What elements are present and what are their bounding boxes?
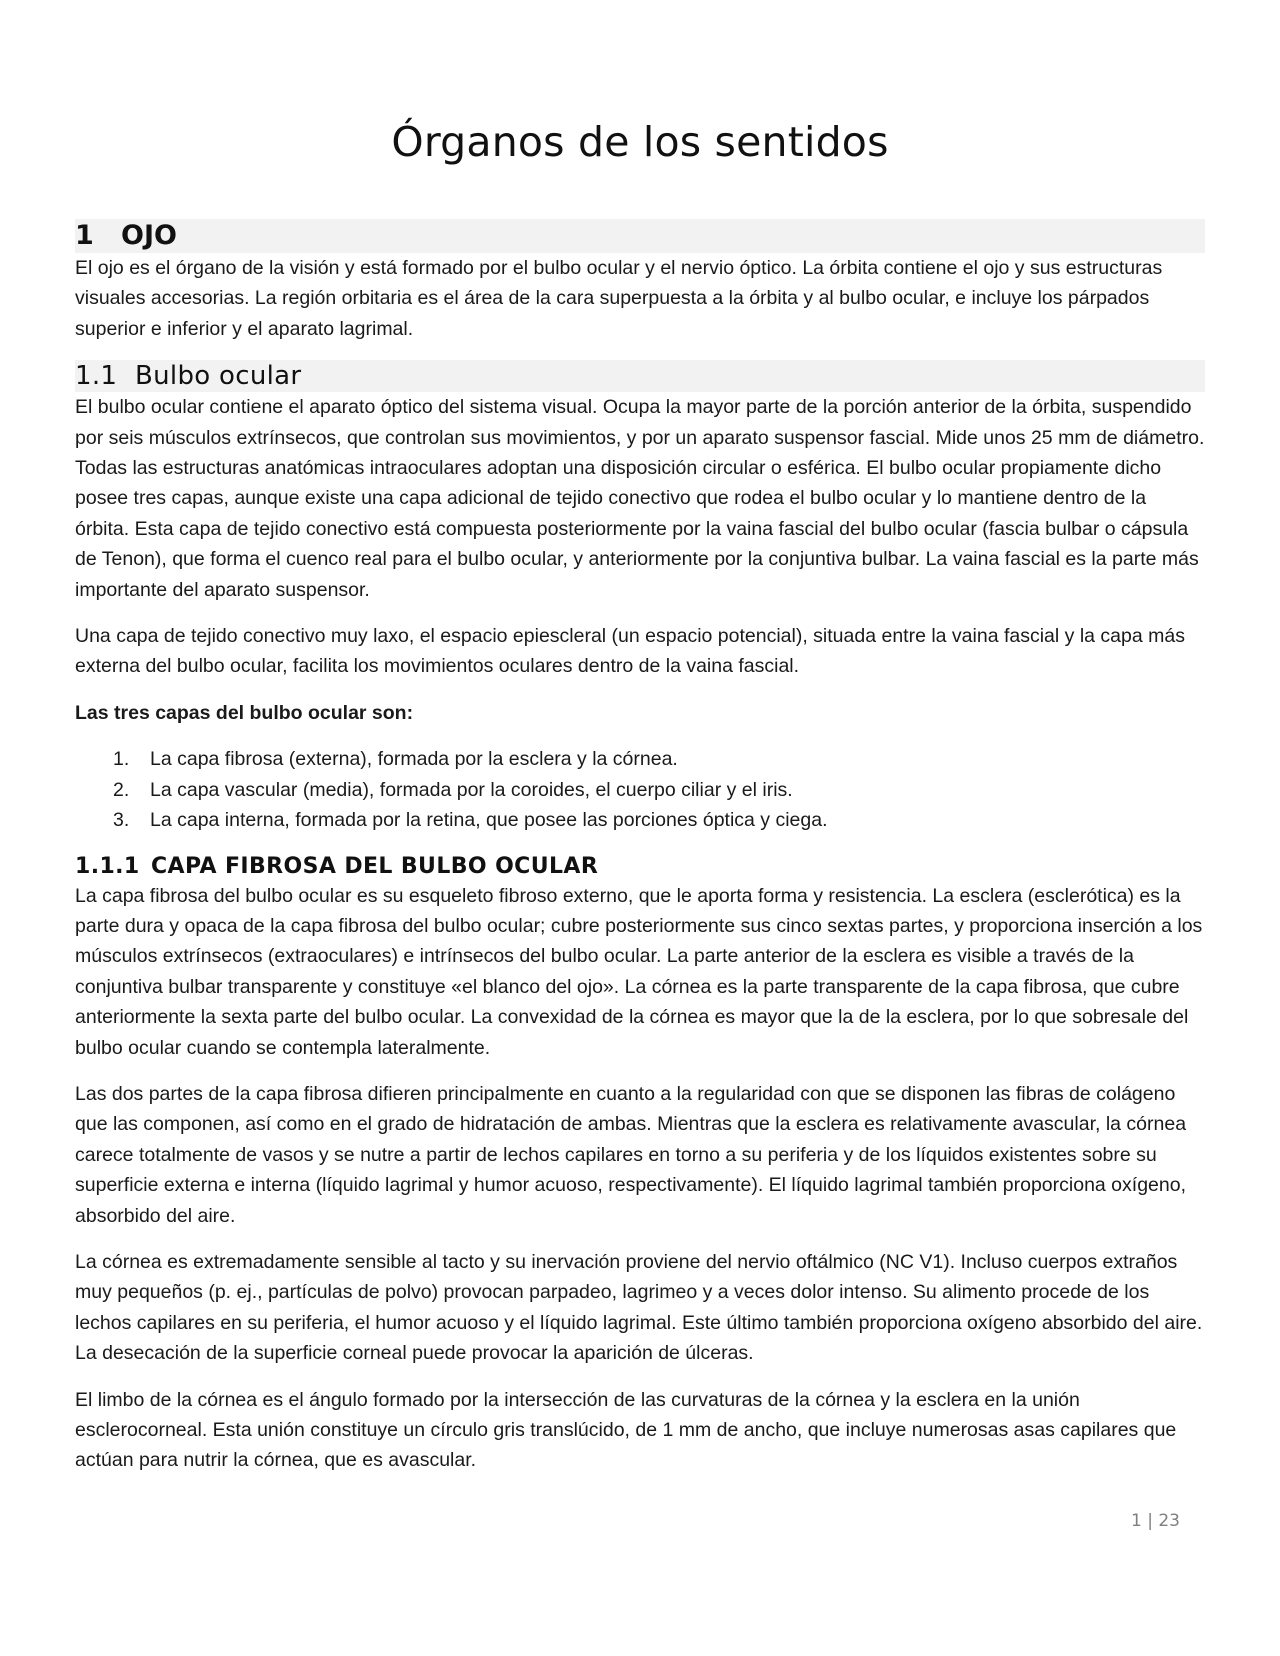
paragraph-ojo-intro: El ojo es el órgano de la visión y está formado por el bulbo ocular y el nervio óptico. La órbita contiene el ojo y sus estructuras visuales accesorias. La región orbitaria es el área de la cara superpuesta a la órbita y al bulbo ocular, e incluye los párpados superior e inferior y el aparato lagrimal. bbox=[75, 257, 1163, 340]
paragraph-bulbo-ocular-1: El bulbo ocular contiene el aparato óptico del sistema visual. Ocupa la mayor parte de la porción anterior de la órbita, suspendido por seis músculos extrínsecos, que controlan sus movimientos, y por un aparato suspensor fascial. Mide unos 25 mm de diámetro. Todas las estructuras anatómicas intraoculares adoptan una disposición circular o esférica. El bulbo ocular propiamente dicho posee tres capas, aunque existe una capa adicional de tejido conectivo que rodea el bulbo ocular y lo mantiene dentro de la órbita. Esta capa de tejido conectivo está compuesta posteriormente por la vaina fascial del bulbo ocular (fascia bulbar o cápsula de Tenon), que forma el cuenco real para el bulbo ocular, y anteriormente por la conjuntiva bulbar. La vaina fascial es la parte más importante del aparato suspensor. bbox=[75, 396, 1205, 601]
section-heading-ojo bbox=[75, 219, 1205, 253]
list-item-text: La capa interna, formada por la retina, que posee las porciones óptica y ciega. bbox=[150, 809, 828, 832]
list-item-number: 2. bbox=[113, 778, 130, 801]
list-item-number: 1. bbox=[113, 748, 130, 771]
subsubsection-title: CAPA FIBROSA DEL BULBO OCULAR bbox=[151, 853, 599, 879]
list-item bbox=[75, 744, 1205, 774]
page-number: 1 | 23 bbox=[1131, 1511, 1180, 1531]
list-item bbox=[75, 775, 1205, 805]
subsection-title: Bulbo ocular bbox=[135, 361, 302, 392]
section-number: 1 bbox=[75, 220, 94, 251]
subsection-number: 1.1 bbox=[75, 361, 118, 392]
paragraph-capa-fibrosa-2: Las dos partes de la capa fibrosa difieren principalmente en cuanto a la regularidad con que se disponen las fibras de colágeno que las componen, así como en el grado de hidratación de ambas. Mientras que la esclera es relativamente avascular, la córnea carece totalmente de vasos y se nutre a partir de lechos capilares en torno a su periferia y de los líquidos existentes sobre su superficie externa e interna (líquido lagrimal y humor acuoso, respectivamente). El líquido lagrimal también proporciona oxígeno, absorbido del aire. bbox=[75, 1082, 1187, 1227]
section-title: OJO bbox=[121, 220, 177, 251]
list-item bbox=[75, 805, 1205, 835]
subsubsection-heading-capa-fibrosa bbox=[75, 852, 1205, 881]
subsection-heading-bulbo-ocular bbox=[75, 360, 1205, 392]
document-body bbox=[75, 219, 1205, 1492]
paragraph-capa-fibrosa-3: La córnea es extremadamente sensible al tacto y su inervación proviene del nervio oftálmico (NC V1). Incluso cuerpos extraños muy pequeños (p. ej., partículas de polvo) provocan parpadeo, lagrimeo y a veces dolor intenso. Su alimento procede de los lechos capilares en su periferia, el humor acuoso y el líquido lagrimal. Este último también proporciona oxígeno absorbido del aire. La desecación de la superficie corneal puede provocar la aparición de úlceras. bbox=[75, 1250, 1203, 1365]
list-item-number: 3. bbox=[113, 809, 130, 832]
list-item-text: La capa fibrosa (externa), formada por la esclera y la córnea. bbox=[150, 748, 678, 771]
list-item-text: La capa vascular (media), formada por la coroides, el cuerpo ciliar y el iris. bbox=[150, 778, 793, 801]
subsubsection-number: 1.1.1 bbox=[75, 853, 140, 879]
paragraph-capa-fibrosa-4: El limbo de la córnea es el ángulo formado por la intersección de las curvaturas de la córnea y la esclera en la unión esclerocorneal. Esta unión constituye un círculo gris translúcido, de 1 mm de ancho, que incluye numerosas asas capilares que actúan para nutrir la córnea, que es avascular. bbox=[75, 1388, 1177, 1472]
document-title: Órganos de los sentidos bbox=[391, 118, 889, 166]
paragraph-capa-fibrosa-1: La capa fibrosa del bulbo ocular es su esqueleto fibroso externo, que le aporta forma y resistencia. La esclera (esclerótica) es la parte dura y opaca de la capa fibrosa del bulbo ocular; cubre posteriormente sus cinco sextas partes, y proporciona inserción a los músculos extrínsecos (extraoculares) e intrínsecos del bulbo ocular. La parte anterior de la esclera es visible a través de la conjuntiva bulbar transparente y constituye «el blanco del ojo». La córnea es la parte transparente de la capa fibrosa, que cubre anteriormente la sexta parte del bulbo ocular. La convexidad de la córnea es mayor que la de la esclera, por lo que sobresale del bulbo ocular cuando se contempla lateralmente. bbox=[75, 884, 1203, 1059]
paragraph-bulbo-ocular-2: Una capa de tejido conectivo muy laxo, el espacio epiescleral (un espacio potencial), situada entre la vaina fascial y la capa más externa del bulbo ocular, facilita los movimientos oculares dentro de la vaina fascial. bbox=[75, 625, 1185, 678]
capas-list bbox=[75, 744, 1205, 835]
list-intro: Las tres capas del bulbo ocular son: bbox=[75, 701, 414, 724]
